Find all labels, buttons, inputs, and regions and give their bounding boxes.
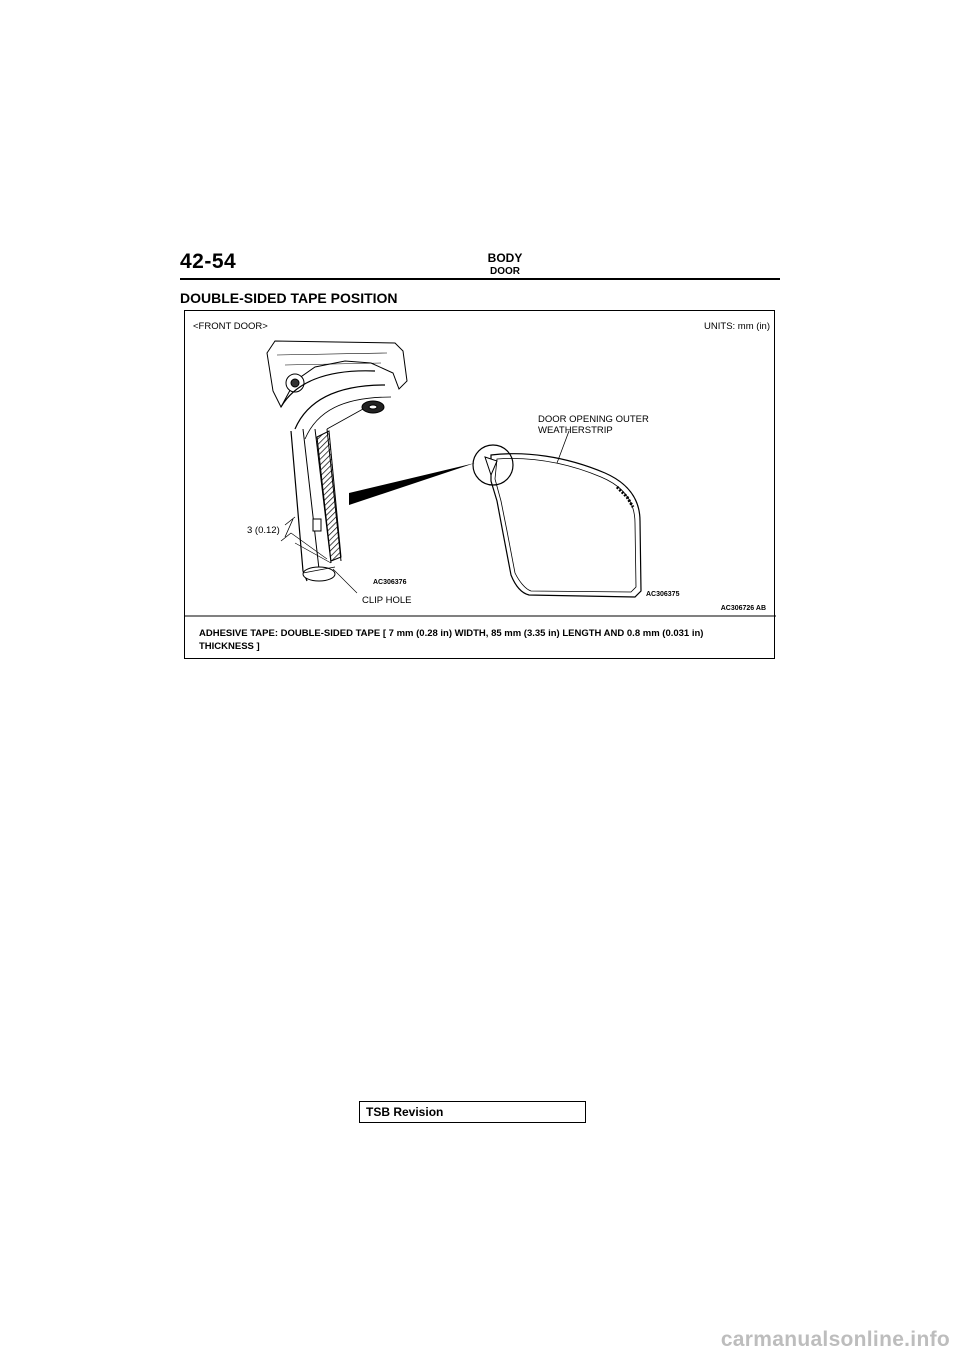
tsb-revision-box [359, 1101, 586, 1123]
page-heading: DOUBLE-SIDED TAPE POSITION [180, 290, 398, 306]
figure-box [184, 310, 775, 659]
weatherstrip-label-line1: DOOR OPENING OUTER [538, 414, 649, 425]
units-label: UNITS: mm (in) [704, 321, 770, 332]
tsb-revision-label: TSB Revision [366, 1105, 444, 1119]
figure-code-left: AC306376 [373, 579, 407, 586]
clip-hole-label: CLIP HOLE [362, 595, 412, 606]
page-number: 42-54 [180, 250, 237, 273]
watermark: carmanualsonline.info [720, 1328, 950, 1351]
section-title: BODY [487, 251, 523, 265]
weatherstrip-detail-drawing [267, 341, 407, 593]
subsection-title: DOOR [490, 266, 520, 277]
header-rule [180, 278, 780, 280]
figure-code-right: AC306375 [646, 591, 680, 598]
figure-code: AC306726 AB [720, 605, 766, 612]
weatherstrip-label-line2: WEATHERSTRIP [538, 425, 613, 436]
front-door-label: <FRONT DOOR> [193, 321, 268, 332]
door-opening-weatherstrip-drawing [485, 431, 641, 597]
figure-caption: ADHESIVE TAPE: DOUBLE-SIDED TAPE [ 7 mm (0.28 in) WIDTH, 85 mm (3.35 in) LENGTH AND 0.8 mm (0.031 in) THICKNESS ] [199, 628, 704, 652]
door-illustration [185, 311, 776, 660]
dimension-label: 3 (0.12) [247, 525, 280, 536]
magnifier-pointer [349, 463, 475, 505]
